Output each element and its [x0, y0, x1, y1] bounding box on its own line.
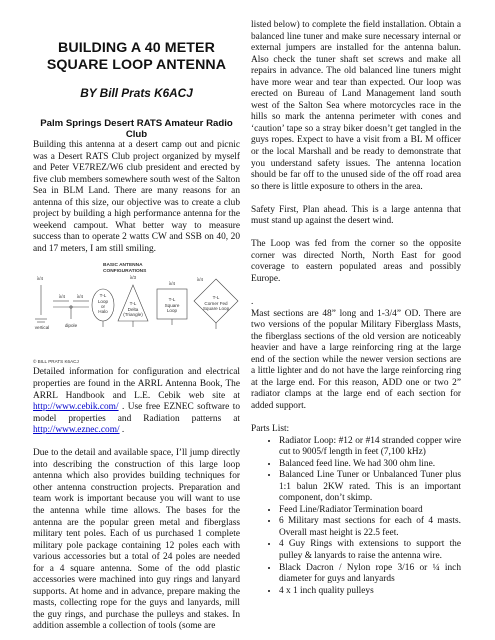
construction-paragraph: Due to the detail and available space, I’ll jump directly into describing the construction of this large loop antenna which also provides building techniques for other antenna construction projects. Preparation and team work is important because you will want to use the antenna while time allows. The bases for the antenna are the popular green metal and fiberglass military tent poles. Each of us purchased 1 complete military pole package containing 12 poles each with various accessories but a total of 24 poles are needed for a 4 square antenna. Some of the odd plastic accessories were machined into guy rings and lanyard supports. At home and in advance, prepare making the masts, collecting rope for the guys and lanyards, mill the guy rings, and purchase the pulleys and stakes. In addition assemble a collection of tools (some are — [33, 448, 240, 632]
diagram-label-half-wave-left: λ/4 — [58, 294, 66, 300]
parts-list-item: • Balanced Line Tuner or Unbalanced Tuner plus 1:1 balun 2KW rated. This is an important component, don’t skimp. — [279, 470, 461, 505]
diagram-label-corner-side: λ/4 — [196, 277, 204, 283]
stray-period: . — [251, 296, 254, 307]
article-byline: BY Bill Prats K6ACJ — [80, 86, 193, 100]
feed-direction-paragraph: The Loop was fed from the corner so the opposite corner was directed North, North East for good coverage to eastern populated areas and possibly Europe. — [251, 239, 461, 284]
club-name: Palm Springs Desert RATS Amateur Radio Club — [40, 118, 233, 140]
mast-sections-paragraph: Mast sections are 48” long and 1-3/4” OD. There are two versions of the popular Military Fiberglass Masts, the fiberglass sections of the old version are noticeably heavier and have a large reinforcing ring at the large end of the section while the newer version sections are a little lighter and do not have the large reinforcing ring at the large end. For this reason, ADD one or two 2” radiator clamps at the large end of each section for added support. — [251, 308, 461, 411]
right-column — [251, 20, 461, 597]
diagram-label-dipole: dipole — [64, 323, 78, 329]
diagram-label-delta-side: λ/3 — [129, 275, 137, 281]
diagram-label-delta: T-L Delta (Triangle) — [123, 301, 143, 317]
diagram-label-square-side: λ/4 — [168, 281, 176, 287]
diagram-label-square: T-L Square Loop — [164, 297, 180, 313]
field-install-paragraph: listed below) to complete the field installation. Obtain a balanced line tuner and make sure necessary internal or external jumpers are installed for the antenna balun. Also check the tuner shaft set screws and make all repairs in advance. The old balanced line tuners might have more wear and tear than expected. Our loop was erected on Bureau of Land Management land south west of the Salton Sea where motorcycles race in the hills so mark the antenna perimeter with cones and ‘caution’ tape so a stray biker doesn’t get tangled in the guys ropes. Expect to have a visit from a BL M officer or the local Marshall and be ready to demonstrate that you understand safety issues. The antenna location should be far off to the unused side of the off road area so there is little exposure to others in the area. — [251, 20, 461, 192]
diagram-label-half-wave-right: λ/4 — [76, 294, 84, 300]
parts-list-item: • Balanced feed line. We had 300 ohm line. — [279, 459, 461, 471]
diagram-label-vertical: vertical — [34, 325, 50, 331]
diagram-label-corner-fed: T-L Corner Fed Square Loop — [202, 295, 230, 311]
antenna-configurations-diagram — [33, 263, 240, 367]
parts-list-item: • 6 Military mast sections for each of 4 masts. Overall mast height is 22.5 feet. — [279, 516, 461, 539]
references-paragraph: Detailed information for configuration and electrical properties are found in the ARRL Antenna Book, The ARRL Handbook and L.E. Cebik web site at http://www.cebik.com/ . Use free EZNEC software to model properties and Radiation patterns at http://www.eznec.com/ . — [33, 367, 240, 436]
parts-list-heading: Parts List: — [251, 423, 290, 434]
safety-paragraph: Safety First, Plan ahead. This is a large antenna that must stand up against the desert wind. — [251, 204, 461, 227]
diagram-label-loop: T-L Loop or Halo — [97, 293, 109, 315]
diagram-copyright: © BILL PRATS K6ACJ — [33, 359, 79, 365]
diagram-heading: BASIC ANTENNA CONFIGURATIONS — [103, 263, 147, 274]
parts-list-item: • Feed Line/Radiator Termination board — [279, 505, 461, 517]
article-title: BUILDING A 40 METER SQUARE LOOP ANTENNA — [46, 40, 227, 73]
parts-list-item: • Radiator Loop: #12 or #14 stranded copper wire cut to 9005/f length in feet (7,100 kHz) — [279, 436, 461, 459]
parts-list-item: • Black Dacron / Nylon rope 3/16 or ¼ inch diameter for guys and lanyards — [279, 563, 461, 586]
parts-list-item: • 4 x 1 inch quality pulleys — [279, 586, 461, 598]
cebik-link[interactable]: http://www.cebik.com/ — [33, 402, 119, 413]
left-column — [33, 0, 240, 633]
eznec-link[interactable]: http://www.eznec.com/ — [33, 425, 120, 436]
parts-list-item: • 4 Guy Rings with extensions to support the pulley & lanyards to raise the antenna wire. — [279, 539, 461, 562]
intro-paragraph: Building this antenna at a desert camp out and picnic was a Desert RATS Club project organized by myself and Peter VE7REZ/W6 club president and erected by five club members somewhere south west of the Salton Sea in BLM Land. There are many reasons for an antenna of this size, our objective was to create a club project by building a high performance antenna for the weekend campout. What better way to measure success than to operate 2 watts CW and SSB on 40, 20 and 17 meters, I am still smiling. — [33, 140, 240, 254]
parts-list — [251, 436, 461, 598]
diagram-label-quarter-wave: λ/4 — [36, 276, 44, 282]
